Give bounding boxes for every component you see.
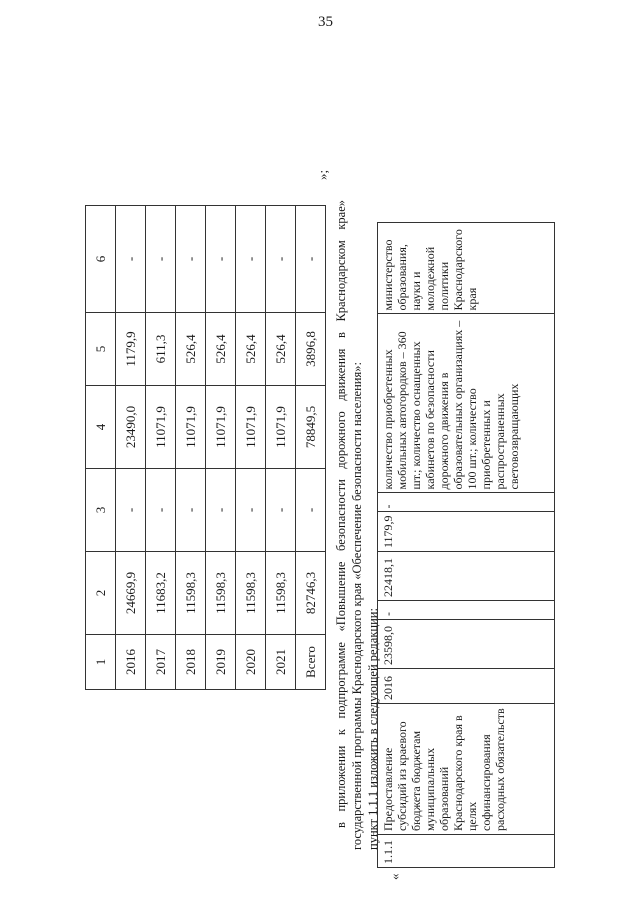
header-cell: 4 <box>86 386 116 469</box>
table-row <box>176 206 206 690</box>
amendment-paragraph <box>333 200 381 850</box>
year-cell: 2020 <box>236 635 266 690</box>
value-cell: 1179,9 <box>116 313 146 386</box>
page-number: 35 <box>318 14 333 30</box>
value-cell: 526,4 <box>266 313 296 386</box>
item-name: Предоставление субсидий из краевого бюджета бюджетам муниципальных образований Краснодарского края в целях софинансирования расходных обязательств <box>378 704 555 835</box>
value-cell: 23490,0 <box>116 386 146 469</box>
year-cell: 2016 <box>116 635 146 690</box>
header-cell: 5 <box>86 313 116 386</box>
value-cell: - <box>176 469 206 552</box>
value-cell: - <box>296 206 326 313</box>
value-cell: 24669,9 <box>116 552 146 635</box>
value-cell: 11598,3 <box>266 552 296 635</box>
value-cell: 3896,8 <box>296 313 326 386</box>
value-cell: 78849,5 <box>296 386 326 469</box>
value-cell: - <box>206 206 236 313</box>
value-cell: 526,4 <box>176 313 206 386</box>
header-cell: 6 <box>86 206 116 313</box>
rotated-content <box>85 120 595 880</box>
value-cell: - <box>176 206 206 313</box>
table-row <box>266 206 296 690</box>
item-table <box>377 222 555 868</box>
value-cell: 611,3 <box>146 313 176 386</box>
value-cell: 82746,3 <box>296 552 326 635</box>
value-cell: 526,4 <box>206 313 236 386</box>
header-cell: 3 <box>86 469 116 552</box>
table-row <box>116 206 146 690</box>
value-cell: 11598,3 <box>176 552 206 635</box>
item-number: 1.1.1 <box>378 835 555 868</box>
table-header-row <box>86 206 116 690</box>
item-total: 23598,0 <box>378 620 555 669</box>
value-cell: - <box>266 206 296 313</box>
value-cell: 526,4 <box>236 313 266 386</box>
opening-quote-mark: « <box>387 873 402 880</box>
item-other: - <box>378 493 555 512</box>
value-cell: - <box>206 469 236 552</box>
amendment-line: в приложении к подпрограмме «Повышение безопасности дорожного движения в Краснодарском крае» <box>334 200 348 828</box>
value-cell: 11071,9 <box>176 386 206 469</box>
item-regional: 22418,1 <box>378 552 555 601</box>
value-cell: - <box>236 206 266 313</box>
year-cell: 2018 <box>176 635 206 690</box>
value-cell: - <box>116 206 146 313</box>
value-cell: 11598,3 <box>206 552 236 635</box>
amendment-line: государственной программы Краснодарского края «Обеспечение безопасности населения»: <box>350 362 364 850</box>
value-cell: 11683,2 <box>146 552 176 635</box>
year-cell: 2017 <box>146 635 176 690</box>
table-row <box>146 206 176 690</box>
value-cell: 11071,9 <box>236 386 266 469</box>
value-cell: - <box>296 469 326 552</box>
item-federal: - <box>378 601 555 620</box>
table-total-row <box>296 206 326 690</box>
value-cell: - <box>116 469 146 552</box>
amendment-line: пункт 1.1.1 изложить в следующей редакции: <box>366 608 380 850</box>
table-row <box>236 206 266 690</box>
value-cell: - <box>146 469 176 552</box>
closing-quote-mark: »; <box>315 169 330 180</box>
item-row <box>378 223 555 868</box>
header-cell: 2 <box>86 552 116 635</box>
value-cell: 11598,3 <box>236 552 266 635</box>
total-label-cell: Всего <box>296 635 326 690</box>
item-local: 1179,9 <box>378 512 555 552</box>
item-result: количество приобретенных мобильных автогородков – 360 шт.; количество оснащенных кабинетов по безопасности дорожного движения в образовательных организациях – 100 шт.; количество приобретенных и распространенных световозвращающих <box>378 314 555 493</box>
value-cell: 11071,9 <box>206 386 236 469</box>
year-cell: 2019 <box>206 635 236 690</box>
value-cell: - <box>236 469 266 552</box>
value-cell: 11071,9 <box>146 386 176 469</box>
value-cell: 11071,9 <box>266 386 296 469</box>
item-year: 2016 <box>378 669 555 704</box>
year-cell: 2021 <box>266 635 296 690</box>
table-row <box>206 206 236 690</box>
header-cell: 1 <box>86 635 116 690</box>
funding-table <box>85 205 326 690</box>
item-executor: министерство образования, науки и молодежной политики Краснодарского края <box>378 223 555 314</box>
value-cell: - <box>266 469 296 552</box>
value-cell: - <box>146 206 176 313</box>
